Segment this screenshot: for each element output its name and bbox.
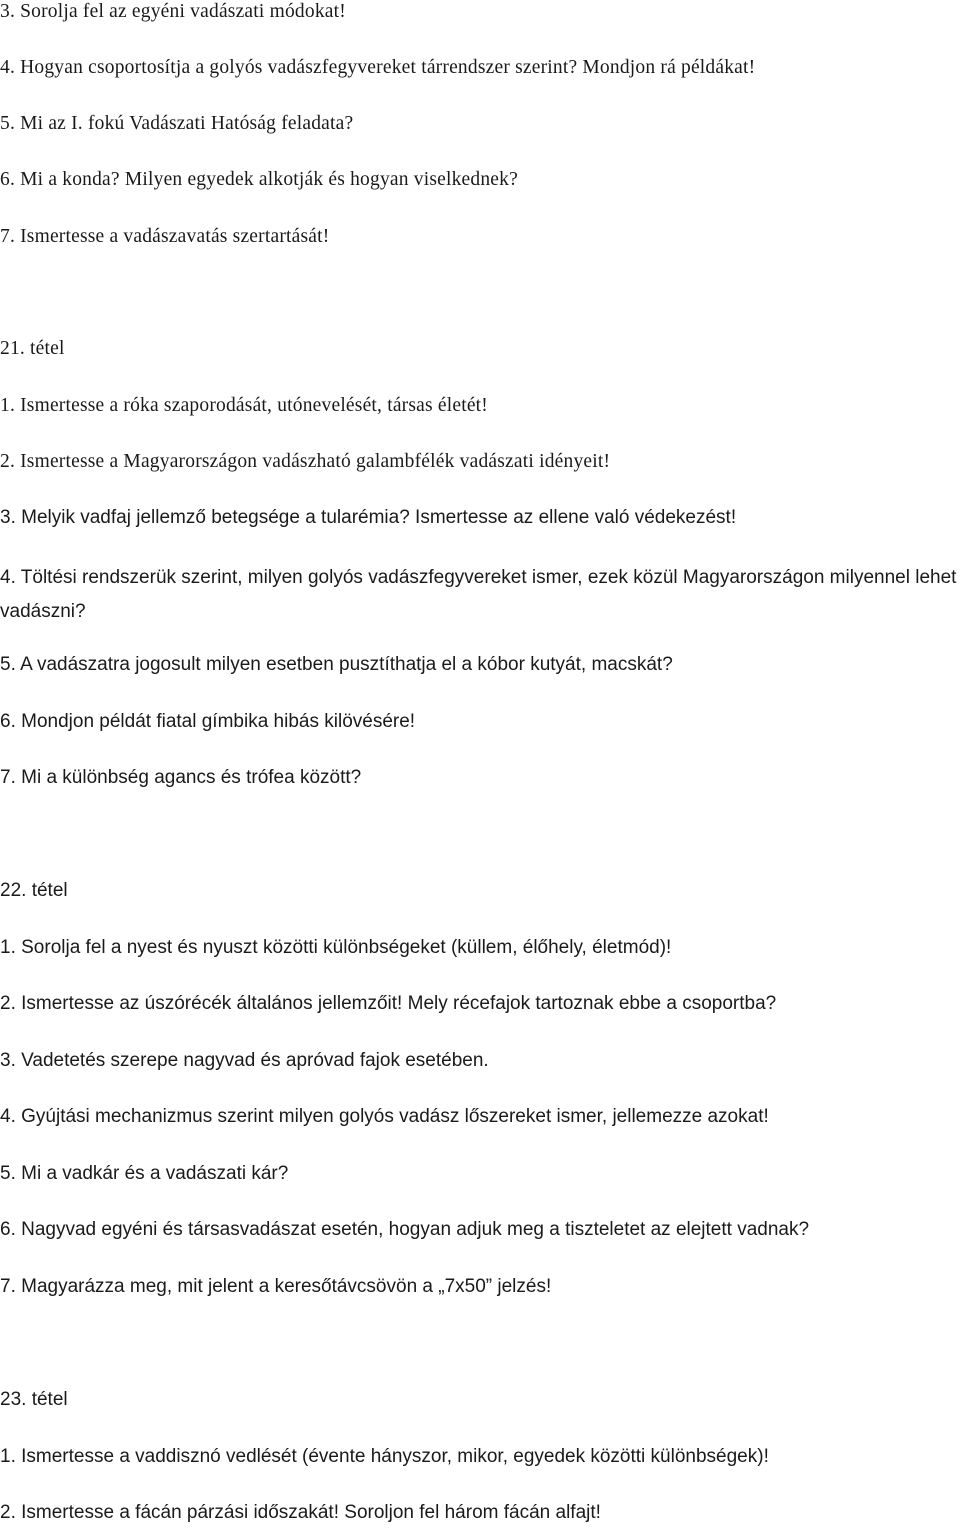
question-23-1: 1. Ismertesse a vaddisznó vedlését (évente hányszor, mikor, egyedek közötti különbségek)! <box>0 1446 769 1467</box>
question-21-1: 1. Ismertesse a róka szaporodását, utónevelését, társas életét! <box>0 395 488 416</box>
question-22-7: 7. Magyarázza meg, mit jelent a keresőtávcsövön a „7x50” jelzés! <box>0 1276 552 1297</box>
section-heading-22: 22. tétel <box>0 880 68 901</box>
section-heading-23: 23. tétel <box>0 1389 68 1410</box>
question-22-4: 4. Gyújtási mechanizmus szerint milyen golyós vadász lőszereket ismer, jellemezze azokat! <box>0 1106 769 1127</box>
question-22-3: 3. Vadetetés szerepe nagyvad és apróvad fajok esetében. <box>0 1050 489 1071</box>
question-4: 4. Hogyan csoportosítja a golyós vadászfegyvereket tárrendszer szerint? Mondjon rá példákat! <box>0 57 756 78</box>
question-23-2: 2. Ismertesse a fácán párzási időszakát! Soroljon fel három fácán alfajt! <box>0 1502 601 1523</box>
question-3: 3. Sorolja fel az egyéni vadászati módokat! <box>0 1 346 22</box>
question-22-2: 2. Ismertesse az úszórécék általános jellemzőit! Mely récefajok tartoznak ebbe a csoportba? <box>0 993 777 1014</box>
question-21-4: 4. Töltési rendszerük szerint, milyen golyós vadászfegyvereket ismer, ezek közül Magyarországon milyennel lehet vadászni? <box>0 567 957 622</box>
question-21-3: 3. Melyik vadfaj jellemző betegsége a tularémia? Ismertesse az ellene való védekezést! <box>0 507 737 528</box>
question-22-6: 6. Nagyvad egyéni és társasvadászat esetén, hogyan adjuk meg a tiszteletet az elejtett vadnak? <box>0 1219 810 1240</box>
question-7: 7. Ismertesse a vadászavatás szertartását! <box>0 226 330 247</box>
question-21-2: 2. Ismertesse a Magyarországon vadászható galambfélék vadászati idényeit! <box>0 451 611 472</box>
question-21-7: 7. Mi a különbség agancs és trófea között? <box>0 767 362 788</box>
section-heading-21: 21. tétel <box>0 338 65 359</box>
question-5: 5. Mi az I. fokú Vadászati Hatóság feladata? <box>0 113 354 134</box>
question-21-6: 6. Mondjon példát fiatal gímbika hibás kilövésére! <box>0 711 416 732</box>
question-22-1: 1. Sorolja fel a nyest és nyuszt közötti különbségeket (küllem, élőhely, életmód)! <box>0 937 672 958</box>
question-21-5: 5. A vadászatra jogosult milyen esetben pusztíthatja el a kóbor kutyát, macskát? <box>0 654 673 675</box>
question-22-5: 5. Mi a vadkár és a vadászati kár? <box>0 1163 289 1184</box>
question-6: 6. Mi a konda? Milyen egyedek alkotják és hogyan viselkednek? <box>0 169 518 190</box>
